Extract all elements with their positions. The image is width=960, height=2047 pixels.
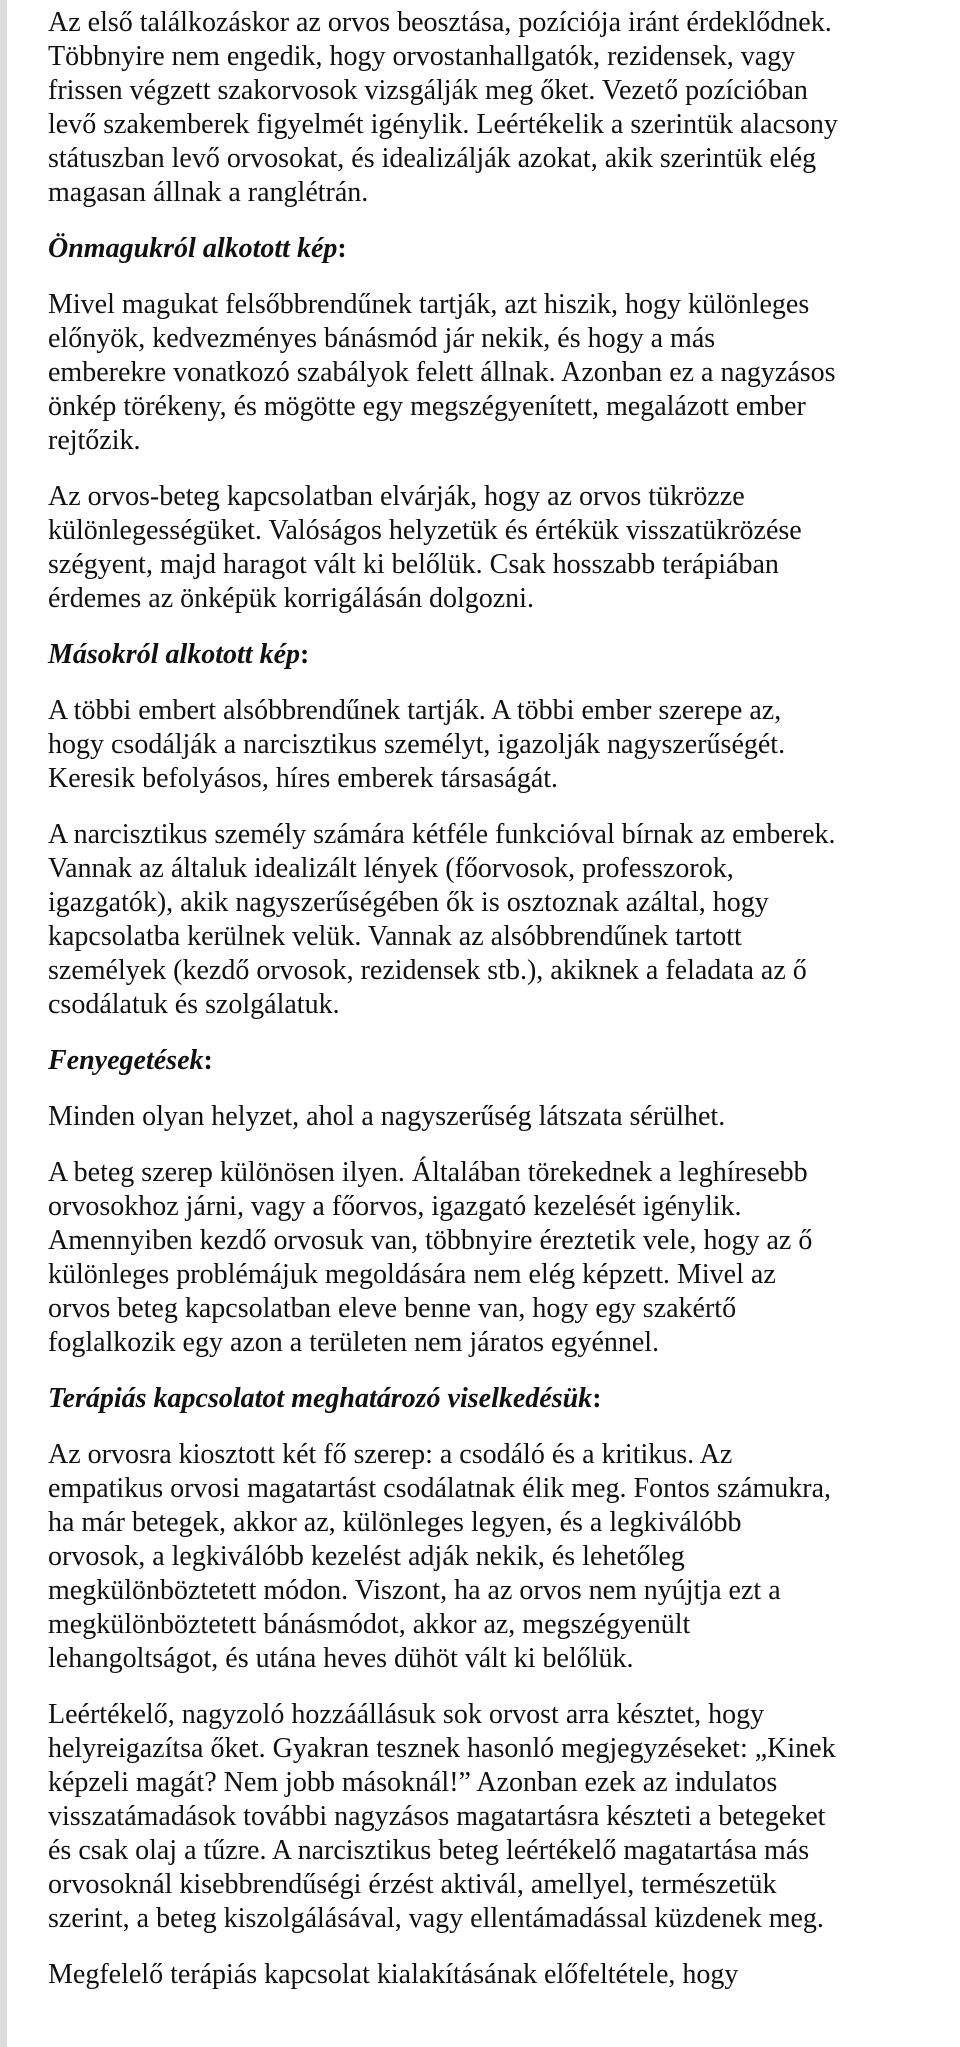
text-line: megkülönböztetett bánásmódot, akkor az, megszégyenült xyxy=(48,1609,691,1640)
paragraph xyxy=(48,1156,948,1360)
section-heading-text xyxy=(48,638,948,672)
paragraph-text xyxy=(48,1156,948,1360)
paragraph-text xyxy=(48,480,948,616)
text-line: lehangoltságot, és utána heves dühöt vált ki belőlük. xyxy=(48,1643,634,1674)
text-line: státuszban levő orvosokat, és idealizálják azokat, akik szerintük elég xyxy=(48,143,817,174)
text-line: A narcisztikus személy számára kétféle funkcióval bírnak az emberek. xyxy=(48,819,836,850)
text-line: Az orvosra kiosztott két fő szerep: a csodáló és a kritikus. Az xyxy=(48,1439,733,1470)
text-line: megkülönböztetett módon. Viszont, ha az orvos nem nyújtja ezt a xyxy=(48,1575,781,1606)
paragraph xyxy=(48,1698,948,1936)
text-line: igazgatók), akik nagyszerűségében ők is osztoznak azáltal, hogy xyxy=(48,887,769,918)
paragraph xyxy=(48,480,948,616)
text-line: rejtőzik. xyxy=(48,425,141,456)
section-heading xyxy=(48,232,948,266)
text-line: szerint, a beteg kiszolgálásával, vagy ellentámadással küzdenek meg. xyxy=(48,1903,824,1934)
paragraph-text xyxy=(48,288,948,458)
text-line: empatikus orvosi magatartást csodálatnak élik meg. Fontos számukra, xyxy=(48,1473,832,1504)
section-heading xyxy=(48,638,948,672)
text-line: Minden olyan helyzet, ahol a nagyszerűség látszata sérülhet. xyxy=(48,1101,726,1132)
text-line: A beteg szerep különösen ilyen. Általában törekednek a leghíresebb xyxy=(48,1157,808,1188)
paragraph-text xyxy=(48,1438,948,1676)
section-heading-text xyxy=(48,1044,948,1078)
text-line: személyek (kezdő orvosok, rezidensek stb.), akiknek a feladata az ő xyxy=(48,955,807,986)
text-line: foglalkozik egy azon a területen nem járatos egyénnel. xyxy=(48,1327,660,1358)
paragraph-text xyxy=(48,1958,948,1992)
section-heading xyxy=(48,1044,948,1078)
text-line: Az első találkozáskor az orvos beosztása, pozíciója iránt érdeklődnek. xyxy=(48,7,832,38)
text-line: kapcsolatba kerülnek velük. Vannak az alsóbbrendűnek tartott xyxy=(48,921,742,952)
text-line: önkép törékeny, és mögötte egy megszégyenített, megalázott ember xyxy=(48,391,806,422)
paragraph-text xyxy=(48,1698,948,1936)
text-line: hogy csodálják a narcisztikus személyt, igazolják nagyszerűségét. xyxy=(48,729,786,760)
text-line: képzeli magát? Nem jobb másoknál!” Azonban ezek az indulatos xyxy=(48,1767,778,1798)
text-line: orvosok, a legkiválóbb kezelést adják nekik, és lehetőleg xyxy=(48,1541,685,1572)
text-line: magasan állnak a ranglétrán. xyxy=(48,177,369,208)
paragraph xyxy=(48,1958,948,1992)
text-line: különleges problémájuk megoldására nem elég képzett. Mivel az xyxy=(48,1259,776,1290)
text-line: különlegességüket. Valóságos helyzetük és értékük visszatükrözése xyxy=(48,515,802,546)
section-heading-text xyxy=(48,1382,948,1416)
text-line: orvos beteg kapcsolatban eleve benne van, hogy egy szakértő xyxy=(48,1293,737,1324)
text-line: visszatámadások további nagyzásos magatartásra készteti a betegeket xyxy=(48,1801,826,1832)
text-line: Mivel magukat felsőbbrendűnek tartják, azt hiszik, hogy különleges xyxy=(48,289,810,320)
text-line: Többnyire nem engedik, hogy orvostanhallgatók, rezidensek, vagy xyxy=(48,41,796,72)
text-line: és csak olaj a tűzre. A narcisztikus beteg leértékelő magatartása más xyxy=(48,1835,810,1866)
paragraph xyxy=(48,694,948,796)
text-line: levő szakemberek figyelmét igénylik. Leértékelik a szerintük alacsony xyxy=(48,109,838,140)
section-heading-colon: : xyxy=(337,233,347,264)
paragraph-text xyxy=(48,6,948,210)
paragraph xyxy=(48,818,948,1022)
text-line: orvosokhoz járni, vagy a főorvos, igazgató kezelését igénylik. xyxy=(48,1191,742,1222)
text-line: Megfelelő terápiás kapcsolat kialakításának előfeltétele, hogy xyxy=(48,1959,739,1990)
text-line: csodálatuk és szolgálatuk. xyxy=(48,989,340,1020)
text-line: szégyent, majd haragot vált ki belőlük. Csak hosszabb terápiában xyxy=(48,549,779,580)
text-line: Leértékelő, nagyzoló hozzáállásuk sok orvost arra késztet, hogy xyxy=(48,1699,765,1730)
section-heading-title: Terápiás kapcsolatot meghatározó viselkedésük xyxy=(48,1383,593,1414)
text-line: A többi embert alsóbbrendűnek tartják. A többi ember szerepe az, xyxy=(48,695,782,726)
text-line: emberekre vonatkozó szabályok felett állnak. Azonban ez a nagyzásos xyxy=(48,357,836,388)
section-heading-title: Önmagukról alkotott kép xyxy=(48,233,338,264)
document-body xyxy=(48,6,948,2014)
text-line: Az orvos-beteg kapcsolatban elvárják, hogy az orvos tükrözze xyxy=(48,481,745,512)
text-line: érdemes az önképük korrigálásán dolgozni. xyxy=(48,583,534,614)
text-line: frissen végzett szakorvosok vizsgálják meg őket. Vezető pozícióban xyxy=(48,75,808,106)
section-heading-title: Fenyegetések xyxy=(48,1045,204,1076)
paragraph-text xyxy=(48,1100,948,1134)
paragraph xyxy=(48,1100,948,1134)
paragraph xyxy=(48,288,948,458)
section-heading-title: Másokról alkotott kép xyxy=(48,639,301,670)
section-heading-colon: : xyxy=(203,1045,213,1076)
section-heading-colon: : xyxy=(300,639,310,670)
text-line: orvosoknál kisebbrendűségi érzést aktivál, amellyel, természetük xyxy=(48,1869,777,1900)
section-heading xyxy=(48,1382,948,1416)
section-heading-colon: : xyxy=(592,1383,602,1414)
section-heading-text xyxy=(48,232,948,266)
text-line: Amennyiben kezdő orvosuk van, többnyire éreztetik vele, hogy az ő xyxy=(48,1225,813,1256)
text-line: Vannak az általuk idealizált lények (főorvosok, professzorok, xyxy=(48,853,734,884)
paragraph xyxy=(48,1438,948,1676)
text-line: ha már betegek, akkor az, különleges legyen, és a legkiválóbb xyxy=(48,1507,742,1538)
left-margin-rule xyxy=(0,0,7,2047)
text-line: Keresik befolyásos, híres emberek társaságát. xyxy=(48,763,559,794)
text-line: előnyök, kedvezményes bánásmód jár nekik, és hogy a más xyxy=(48,323,716,354)
paragraph-text xyxy=(48,818,948,1022)
paragraph xyxy=(48,6,948,210)
paragraph-text xyxy=(48,694,948,796)
text-line: helyreigazítsa őket. Gyakran tesznek hasonló megjegyzéseket: „Kinek xyxy=(48,1733,836,1764)
